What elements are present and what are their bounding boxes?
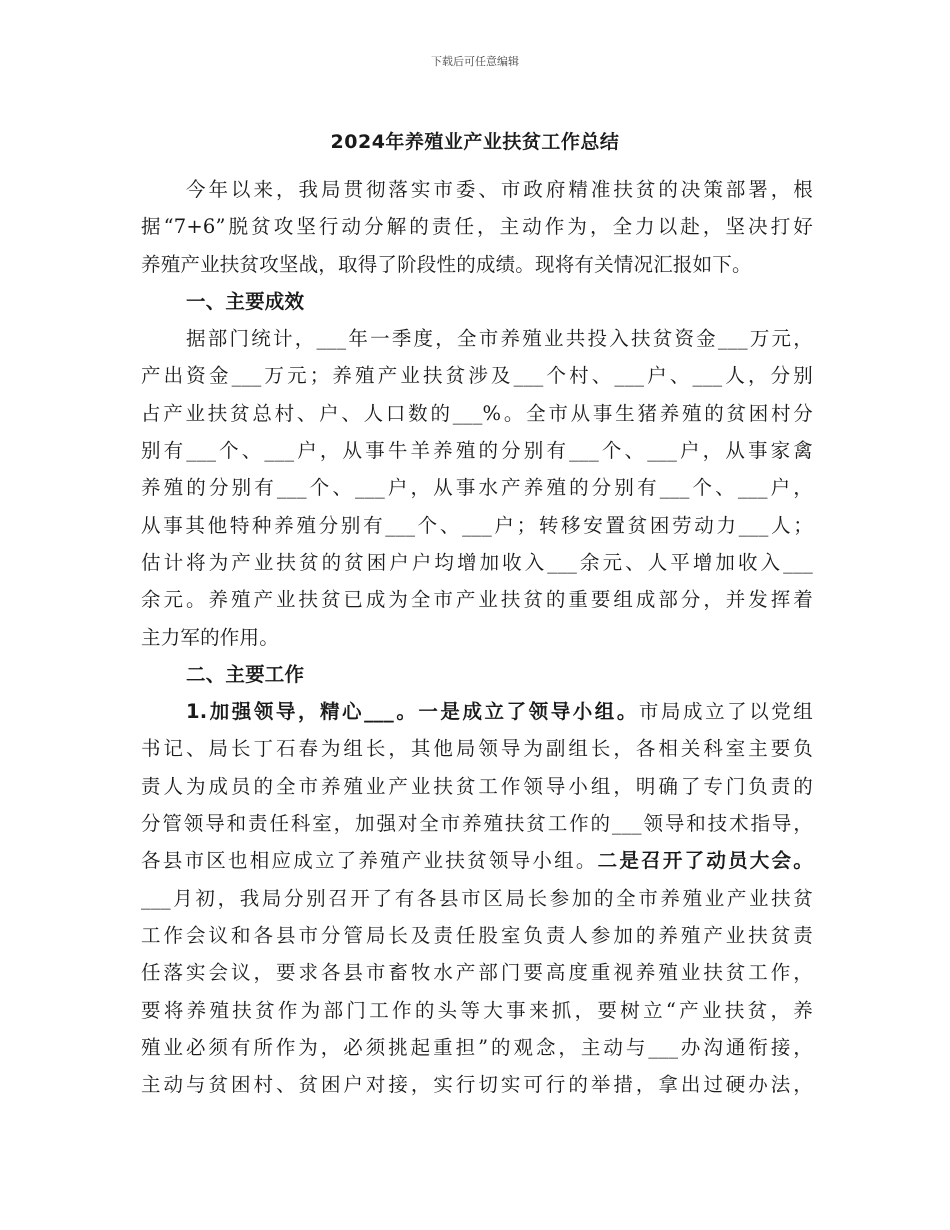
bold-lead: 1.加强领导，精心___。一是成立了领导小组。 — [186, 700, 639, 724]
paragraph-line: 主动与贫困村、贫困户对接，实行切实可行的举措，拿出过硬办法， — [141, 1073, 813, 1097]
paragraph-line: 占产业扶贫总村、户、人口数的___%。全市从事生猪养殖的贫困村分 — [141, 401, 813, 425]
paragraph-line: 分管领导和责任科室，加强对全市养殖扶贫工作的___领导和技术指导， — [141, 812, 813, 836]
paragraph-line: ___月初，我局分别召开了有各县市区局长参加的全市养殖业产业扶贫 — [141, 886, 813, 910]
line-rest: 市局成立了以党组 — [638, 700, 813, 724]
header-note: 下载后可任意编辑 — [431, 55, 519, 68]
paragraph-line: 今年以来，我局贯彻落实市委、市政府精准扶贫的决策部署，根 — [186, 178, 813, 201]
line-text: 各县市区也相应成立了养殖产业扶贫领导小组。 — [141, 849, 598, 873]
paragraph-line: 工作会议和各县市分管局长及责任股室负责人参加的养殖产业扶贫责 — [141, 923, 813, 947]
paragraph-line: 主力军的作用。 — [141, 625, 279, 649]
paragraph-line — [141, 842, 813, 879]
paragraph-line: 养殖的分别有___个、___户，从事水产养殖的分别有___个、___户， — [141, 476, 813, 500]
paragraph-line — [141, 693, 813, 730]
paragraph-line: 估计将为产业扶贫的贫困户户均增加收入___余元、人平增加收入___ — [141, 550, 813, 574]
paragraph-line: 余元。养殖产业扶贫已成为全市产业扶贫的重要组成部分，并发挥着 — [141, 588, 813, 612]
section-heading: 二、主要工作 — [186, 662, 305, 686]
paragraph-line: 别有___个、___户，从事牛羊养殖的分别有___个、___户，从事家禽 — [141, 439, 813, 463]
paragraph-line: 要将养殖扶贫作为部门工作的头等大事来抓，要树立“产业扶贫，养 — [141, 998, 813, 1022]
document-title: 2024年养殖业产业扶贫工作总结 — [330, 131, 620, 153]
document-body — [141, 171, 813, 1103]
paragraph-line: 养殖产业扶贫攻坚战，取得了阶段性的成绩。现将有关情况汇报如下。 — [141, 252, 752, 276]
paragraph-line: 责人为成员的全市养殖业产业扶贫工作领导小组，明确了专门负责的 — [141, 774, 813, 798]
paragraph-line: 从事其他特种养殖分别有___个、___户；转移安置贫困劳动力___人； — [141, 513, 813, 537]
paragraph-line: 据部门统计，___年一季度，全市养殖业共投入扶贫资金___万元， — [186, 327, 813, 351]
paragraph-line: 据“7+6”脱贫攻坚行动分解的责任，主动作为，全力以赴，坚决打好 — [141, 215, 813, 239]
section-heading: 一、主要成效 — [186, 289, 305, 313]
paragraph-line: 产出资金___万元；养殖产业扶贫涉及___个村、___户、___人，分别 — [141, 364, 813, 388]
paragraph-line: 书记、局长丁石春为组长，其他局领导为副组长，各相关科室主要负 — [141, 737, 813, 761]
paragraph-line: 殖业必须有所作为，必须挑起重担”的观念，主动与___办沟通衔接， — [141, 1035, 813, 1059]
bold-tail: 二是召开了动员大会。 — [597, 849, 813, 873]
paragraph-line: 任落实会议，要求各县市畜牧水产部门要高度重视养殖业扶贫工作， — [141, 961, 813, 985]
